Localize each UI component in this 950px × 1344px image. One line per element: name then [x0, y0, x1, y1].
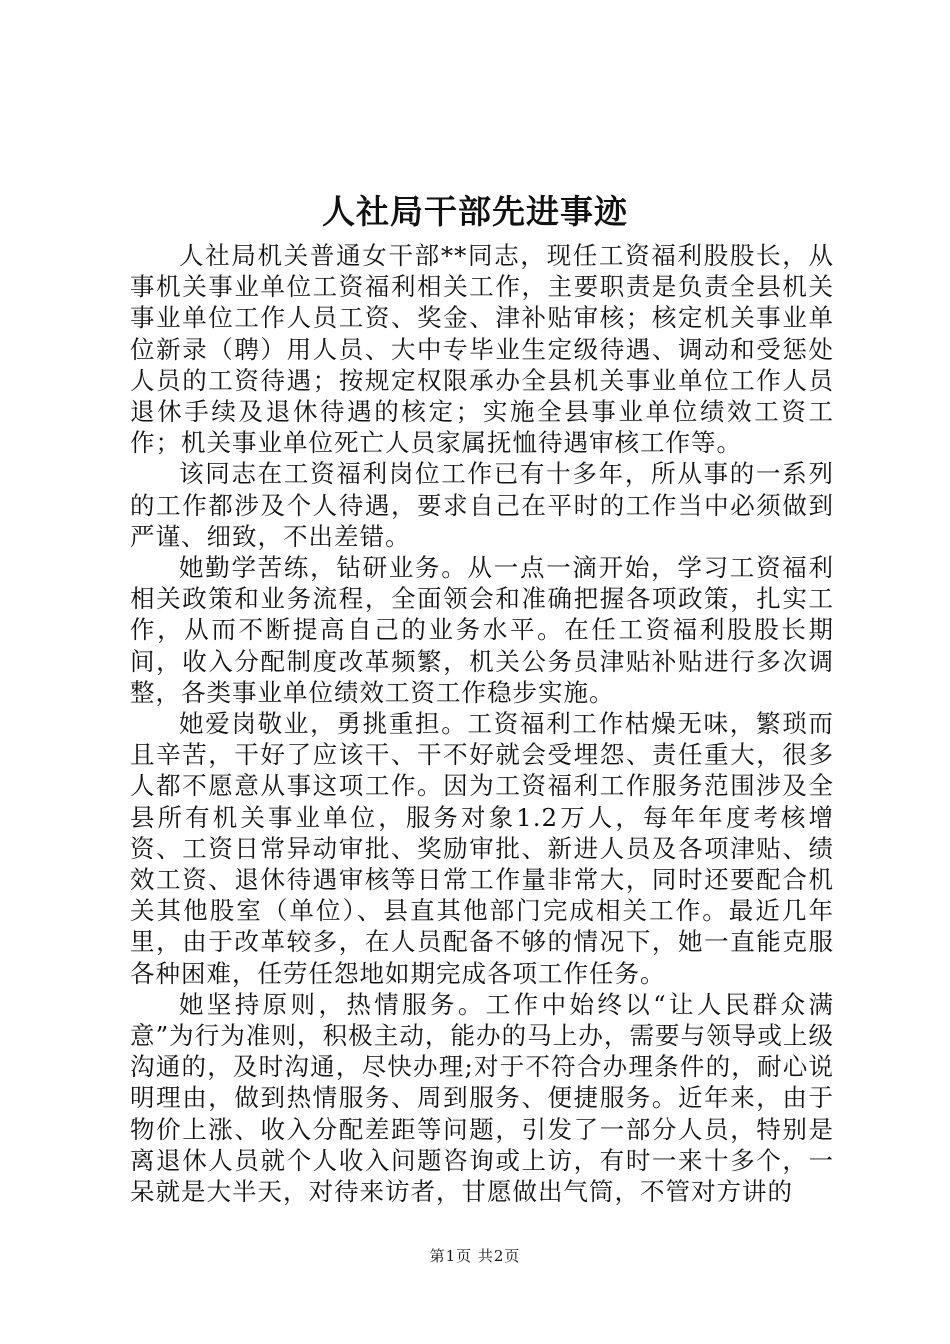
paragraph-3: 她勤学苦练，钻研业务。从一点一滴开始，学习工资福利相关政策和业务流程，全面领会和准确把握各项政策，扎实工作，从而不断提高自己的业务水平。在任工资福利股股长期间，收入分配制度改革频繁，机关公务员津贴补贴进行多次调整，各类事业单位绩效工资工作稳步实施。 — [130, 553, 834, 707]
page-footer: 第1页 共2页 — [429, 1247, 521, 1265]
paragraph-1: 人社局机关普通女干部**同志，现任工资福利股股长，从事机关事业单位工资福利相关工作，主要职责是负责全县机关事业单位工作人员工资、奖金、津补贴审核；核定机关事业单位新录（聘）用人员、大中专毕业生定级待遇、调动和受惩处人员的工资待遇；按规定权限承办全县机关事业单位工作人员退休手续及退休待遇的核定；实施全县事业单位绩效工资工作；机关事业单位死亡人员家属抚恤待遇审核工作等。 — [130, 241, 834, 458]
paragraph-2: 该同志在工资福利岗位工作已有十多年，所从事的一系列的工作都涉及个人待遇，要求自己在平时的工作当中必须做到严谨、细致，不出差错。 — [130, 459, 834, 551]
paragraph-4: 她爱岗敬业，勇挑重担。工资福利工作枯燥无味，繁琐而且辛苦，干好了应该干、干不好就会受埋怨、责任重大，很多人都不愿意从事这项工作。因为工资福利工作服务范围涉及全县所有机关事业单位，服务对象1.2万人，每年年度考核增资、工资日常异动审批、奖励审批、新进人员及各项津贴、绩效工资、退休待遇审核等日常工作量非常大，同时还要配合机关其他股室（单位）、县直其他部门完成相关工作。最近几年里，由于改革较多，在人员配备不够的情况下，她一直能克服各种困难，任劳任怨地如期完成各项工作任务。 — [130, 709, 834, 988]
document-body — [130, 240, 834, 1207]
document-title: 人社局干部先进事迹 — [322, 192, 628, 231]
paragraph-5: 她坚持原则，热情服务。工作中始终以“让人民群众满意”为行为准则，积极主动，能办的马上办，需要与领导或上级沟通的，及时沟通，尽快办理;对于不符合办理条件的，耐心说明理由，做到热情服务、周到服务、便捷服务。近年来，由于物价上涨、收入分配差距等问题，引发了一部分人员，特别是离退休人员就个人收入问题咨询或上访，有时一来十多个，一呆就是大半天，对待来访者，甘愿做出气筒，不管对方讲的 — [130, 989, 834, 1207]
